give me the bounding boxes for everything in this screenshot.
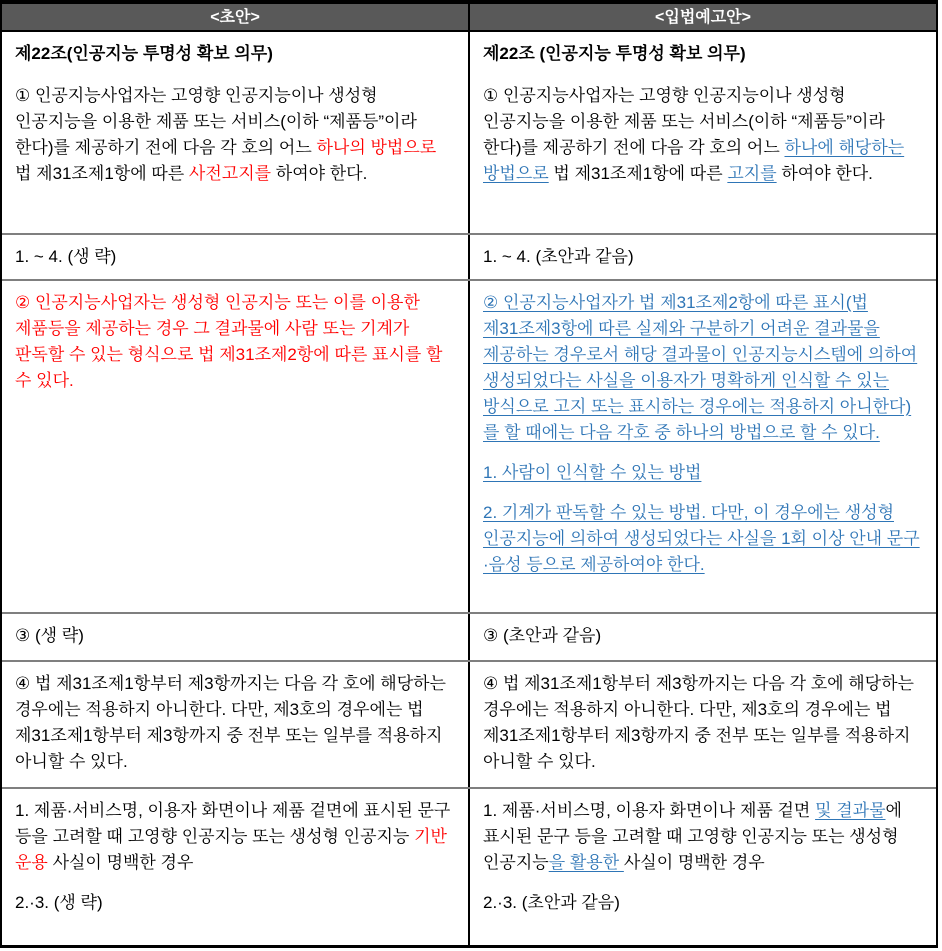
text-run: 1. 제품·서비스명, 이용자 화면이나 제품 겉면 bbox=[483, 801, 816, 820]
text-run: 하여야 한다. bbox=[271, 164, 368, 183]
text-run: 사실이 명백한 경우 bbox=[623, 853, 765, 872]
cell-draft bbox=[2, 789, 470, 948]
paragraph bbox=[483, 500, 920, 578]
text-run: 제22조(인공지능 투명성 확보 의무) bbox=[15, 44, 273, 63]
deleted-text-run: 하나의 방법으로 bbox=[316, 138, 437, 157]
article-title bbox=[15, 41, 452, 67]
text-run: ① 인공지능사업자는 고영향 인공지능이나 생성형 인공지능을 이용한 제품 또는 서비스(이하 “제품등”이라 한다)를 제공하기 전에 다음 각 호의 어느 bbox=[15, 86, 417, 157]
cell-legislative-notice bbox=[470, 32, 936, 233]
paragraph bbox=[483, 290, 920, 446]
table-row bbox=[2, 281, 936, 614]
inserted-text-run: 2. 기계가 판독할 수 있는 방법. 다만, 이 경우에는 생성형 인공지능에 의하여 생성되었다는 사실을 1회 이상 안내 문구·음성 등으로 제공하여야 한다. bbox=[483, 503, 920, 574]
cell-legislative-notice bbox=[470, 662, 936, 787]
text-run: 사실이 명백한 경우 bbox=[47, 853, 194, 872]
inserted-text-run: 고지를 bbox=[727, 164, 777, 183]
text-run: 에 표시된 문구 등을 고려할 때 고영향 인공지능 또는 생성형 인공지능 bbox=[483, 801, 902, 872]
text-run: ③ (생 략) bbox=[15, 626, 84, 645]
paragraph bbox=[15, 890, 452, 916]
paragraph bbox=[15, 798, 452, 876]
header-cell-legislative-notice: <입법예고안> bbox=[655, 9, 751, 26]
paragraph bbox=[483, 244, 920, 270]
text-run: ③ (초안과 같음) bbox=[483, 626, 602, 645]
cell-legislative-notice bbox=[470, 789, 936, 948]
cell-draft bbox=[2, 235, 470, 279]
text-run: 2.·3. (초안과 같음) bbox=[483, 893, 620, 912]
table-row bbox=[2, 32, 936, 235]
paragraph bbox=[483, 890, 920, 916]
inserted-text-run: 1. 사람이 인식할 수 있는 방법 bbox=[483, 463, 702, 482]
cell-legislative-notice bbox=[470, 281, 936, 612]
text-run: 1. ~ 4. (초안과 같음) bbox=[483, 247, 634, 266]
inserted-text-run: ② 인공지능사업자가 법 제31조제2항에 따른 표시(법 제31조제3항에 따른 실제와 구분하기 어려운 결과물을 제공하는 경우로서 해당 결과물이 인공지능시스템에 의하여 생성되었다는 사실을 이용자가 명확하게 인식할 수 있는 방식으로 고지 또는 표시하는 경우에는 적용하지 아니한다)를 할 때에는 다음 각호 중 하나의 방법으로 할 수 있다. bbox=[483, 293, 918, 442]
deleted-text-run: 기반 운용 bbox=[15, 827, 447, 872]
inserted-text-run: 을 활용한 bbox=[548, 853, 624, 872]
cell-legislative-notice bbox=[470, 235, 936, 279]
paragraph bbox=[483, 798, 920, 876]
table-row bbox=[2, 235, 936, 281]
paragraph bbox=[15, 290, 452, 394]
paragraph bbox=[15, 244, 452, 270]
text-run: 법 제31조제1항에 따른 bbox=[548, 164, 728, 183]
deleted-text-run: 사전고지를 bbox=[188, 164, 272, 183]
table-row bbox=[2, 662, 936, 789]
text-run: ④ 법 제31조제1항부터 제3항까지는 다음 각 호에 해당하는 경우에는 적용하지 아니한다. 다만, 제3호의 경우에는 법 제31조제1항부터 제3항까지 중 전부 또는 일부를 적용하지 아니할 수 있다. bbox=[483, 674, 914, 771]
paragraph bbox=[15, 623, 452, 649]
text-run: 1. ~ 4. (생 략) bbox=[15, 247, 117, 266]
cell-draft bbox=[2, 662, 470, 787]
header-cell-draft: <초안> bbox=[2, 4, 470, 30]
text-run: 하여야 한다. bbox=[776, 164, 873, 183]
paragraph bbox=[15, 83, 452, 187]
text-run: 법 제31조제1항에 따른 bbox=[15, 164, 189, 183]
inserted-text-run: 하나에 해당하는 방법으로 bbox=[483, 138, 905, 183]
text-run: ① 인공지능사업자는 고영향 인공지능이나 생성형 인공지능을 이용한 제품 또는 서비스(이하 “제품등”이라 한다)를 제공하기 전에 다음 각 호의 어느 bbox=[483, 86, 885, 157]
cell-legislative-notice bbox=[470, 614, 936, 660]
deleted-text-run: ② 인공지능사업자는 생성형 인공지능 또는 이를 이용한 제품등을 제공하는 경우 그 결과물에 사람 또는 기계가 판독할 수 있는 형식으로 법 제31조제2항에 따른 표시를 할 수 있다. bbox=[15, 293, 443, 390]
table-row bbox=[2, 614, 936, 662]
inserted-text-run: 및 결과물 bbox=[815, 801, 886, 820]
article-title bbox=[483, 41, 920, 67]
paragraph bbox=[483, 671, 920, 775]
text-run: ④ 법 제31조제1항부터 제3항까지는 다음 각 호에 해당하는 경우에는 적용하지 아니한다. 다만, 제3호의 경우에는 법 제31조제1항부터 제3항까지 중 전부 또는 일부를 적용하지 아니할 수 있다. bbox=[15, 674, 446, 771]
paragraph bbox=[483, 623, 920, 649]
table-header-row bbox=[2, 4, 936, 32]
paragraph bbox=[483, 460, 920, 486]
paragraph bbox=[15, 671, 452, 775]
cell-draft bbox=[2, 614, 470, 660]
table-body bbox=[2, 32, 936, 948]
cell-draft bbox=[2, 281, 470, 612]
text-run: 2.·3. (생 략) bbox=[15, 893, 103, 912]
paragraph bbox=[483, 83, 920, 187]
text-run: 1. 제품·서비스명, 이용자 화면이나 제품 겉면에 표시된 문구 등을 고려할 때 고영향 인공지능 또는 생성형 인공지능 bbox=[15, 801, 451, 846]
table-row bbox=[2, 789, 936, 948]
text-run: 제22조 (인공지능 투명성 확보 의무) bbox=[483, 44, 746, 63]
cell-draft bbox=[2, 32, 470, 233]
